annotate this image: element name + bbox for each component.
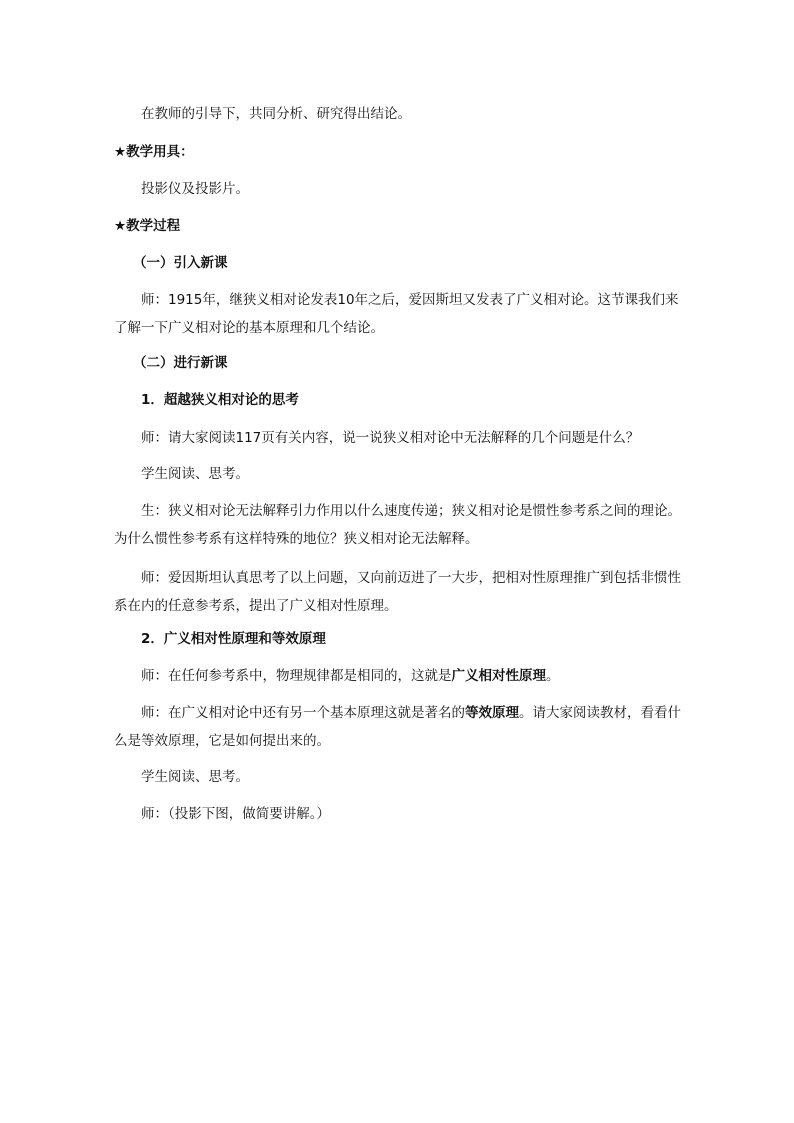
text-line-conclusion: 在教师的引导下，共同分析、研究得出结论。 (141, 106, 411, 122)
heading-section-1: 1．超越狭义相对论的思考 (141, 392, 299, 408)
text-line-question: 师：请大家阅读117页有关内容，说一说狭义相对论中无法解释的几个问题是什么？ (141, 430, 640, 446)
heading-introduction: （一）引入新课 (133, 255, 228, 271)
heading-teaching-process: ★教学过程 (114, 218, 181, 234)
heading-section-2: 2．广义相对性原理和等效原理 (141, 631, 326, 647)
text-line-student-reading-2: 学生阅读、思考。 (141, 769, 249, 785)
paragraph-student-answer: 生：狭义相对论无法解释引力作用以什么速度传递；狭义相对论是惯性参考系之间的理论。为什么惯性参考系有这样特殊的地位？狭义相对论无法解释。 (114, 503, 681, 547)
text-line-tools: 投影仪及投影片。 (141, 181, 249, 197)
text-line-general-relativity (141, 667, 560, 685)
text-line-projection: 师：（投影下图，做简要讲解。） (141, 806, 330, 822)
heading-new-lesson: （二）进行新课 (133, 355, 228, 371)
paragraph-introduction: 师：1915年，继狭义相对论发表10年之后，爱因斯坦又发表了广义相对论。这节课我们来了解一下广义相对论的基本原理和几个结论。 (114, 292, 679, 336)
paragraph-einstein: 师：爱因斯坦认真思考了以上问题，又向前迈进了一大步，把相对性原理推广到包括非惯性系在内的任意参考系，提出了广义相对性原理。 (114, 570, 681, 614)
term-general-relativity-principle: 广义相对性原理 (451, 668, 546, 684)
text-line-student-reading-1: 学生阅读、思考。 (141, 466, 249, 482)
paragraph-equivalence (114, 699, 684, 755)
text-span: 师：在任何参考系中，物理规律都是相同的，这就是 (141, 668, 452, 684)
text-span: 师：在广义相对论中还有另一个基本原理这就是著名的 (141, 705, 465, 721)
text-span: 。请大家阅读教材，看看什么是等效原理，它是如何提出来的。 (114, 705, 681, 749)
heading-teaching-tools: ★教学用具： (114, 144, 194, 160)
text-span: 。 (546, 668, 560, 684)
term-equivalence-principle: 等效原理 (465, 705, 519, 721)
